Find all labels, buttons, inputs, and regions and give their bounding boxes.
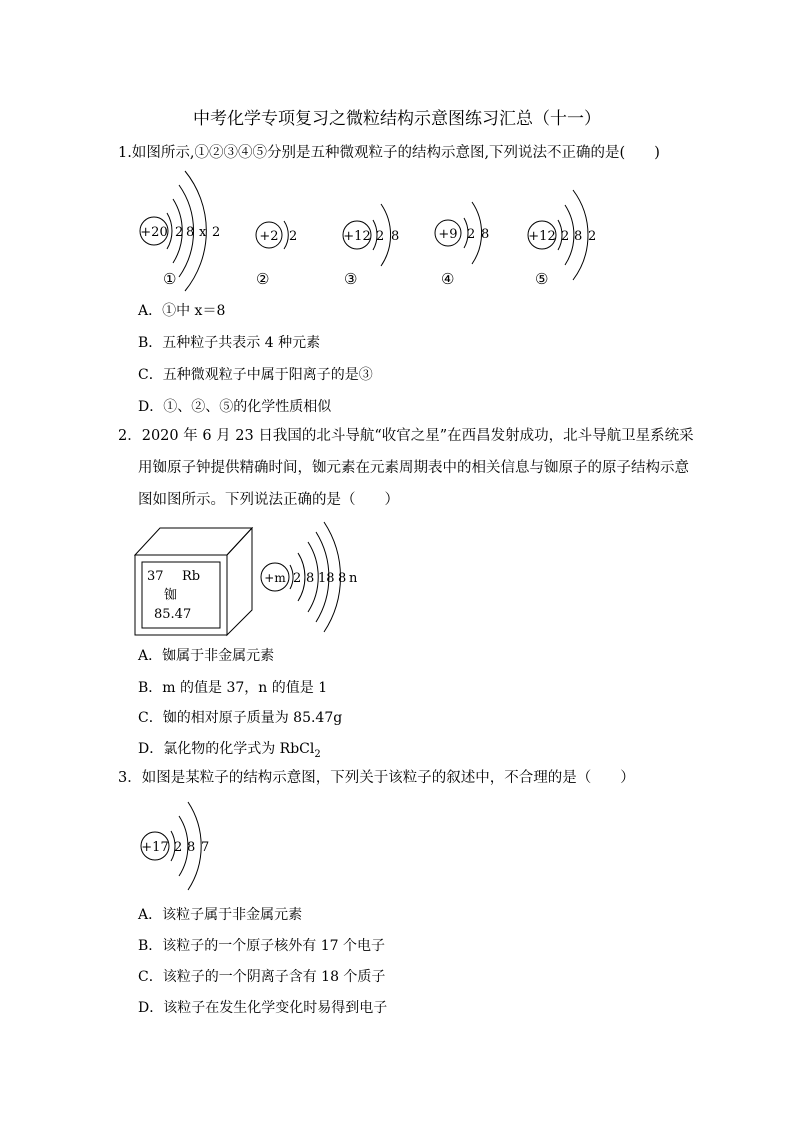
- shell-electrons: 18: [318, 571, 335, 586]
- q2-option-d-text: D．氯化物的化学式为 RbCl: [138, 741, 315, 757]
- rubidium-atom-diagram: [258, 520, 368, 634]
- element-name: 铷: [164, 588, 178, 603]
- atom-label-2: ②: [256, 270, 270, 288]
- q2-option-d-subscript: 2: [314, 748, 321, 760]
- shell-electrons: 8: [338, 571, 347, 586]
- atom-diagram-3: [340, 198, 410, 272]
- question-2-line-1: 2．2020 年 6 月 23 日我国的北斗导航“收官之星”在西昌发射成功，北斗导航卫星系统采: [118, 428, 694, 444]
- nucleus-charge: +12: [343, 229, 371, 244]
- q1-option-a: A．①中 x＝8: [138, 303, 226, 319]
- nucleus-charge: +9: [438, 227, 458, 242]
- shell-electrons: 2: [467, 227, 476, 242]
- shell-electrons: n: [349, 571, 358, 586]
- q3-option-b: B．该粒子的一个原子核外有 17 个电子: [138, 938, 386, 954]
- page-title: 中考化学专项复习之微粒结构示意图练习汇总（十一）: [193, 109, 601, 129]
- q1-option-d: D．①、②、⑤的化学性质相似: [138, 399, 332, 415]
- shell-electrons: 2: [289, 229, 298, 244]
- nucleus-charge: +2: [259, 229, 279, 244]
- atom-label-4: ④: [441, 270, 455, 288]
- q2-option-d: [138, 738, 321, 760]
- element-symbol: Rb: [182, 569, 201, 584]
- q1-option-b: B．五种粒子共表示 4 种元素: [138, 335, 321, 351]
- atom-diagram-4: [432, 196, 502, 270]
- shell-electrons: 2: [293, 571, 302, 586]
- nucleus-charge: +m: [264, 571, 286, 585]
- q2-option-a: A．铷属于非金属元素: [138, 648, 275, 664]
- q3-option-c: C．该粒子的一个阴离子含有 18 个质子: [138, 969, 386, 985]
- question-2-line-3: 图如图所示。下列说法正确的是（ ）: [138, 492, 399, 508]
- question-2-line-2: 用铷原子钟提供精确时间，铷元素在元素周期表中的相关信息与铷原子的原子结构示意: [138, 460, 689, 476]
- shell-electrons: 2: [212, 225, 221, 240]
- atom-diagram-2: [250, 215, 300, 255]
- q1-option-c: C．五种微观粒子中属于阳离子的是③: [138, 367, 373, 383]
- shell-electrons: 7: [201, 840, 210, 855]
- atom-label-3: ③: [344, 270, 358, 288]
- atom-label-5: ⑤: [535, 270, 549, 288]
- nucleus-charge: +12: [528, 229, 556, 244]
- shell-electrons: 2: [561, 229, 570, 244]
- shell-electrons: 8: [574, 229, 583, 244]
- shell-electrons: 8: [481, 227, 490, 242]
- shell-electrons: 8: [186, 225, 195, 240]
- shell-electrons: 2: [174, 840, 183, 855]
- shell-electrons: 8: [187, 840, 196, 855]
- question-3-text: 3．如图是某粒子的结构示意图，下列关于该粒子的叙述中，不合理的是（ ）: [118, 770, 635, 786]
- atom-diagram-1: [135, 165, 230, 295]
- q3-option-d: D．该粒子在发生化学变化时易得到电子: [138, 1000, 388, 1016]
- periodic-table-cell: [134, 527, 254, 637]
- shell-electrons: 8: [391, 229, 400, 244]
- q2-option-b: B．m 的值是 37，n 的值是 1: [138, 680, 328, 696]
- question-1-text: 1.如图所示,①②③④⑤分别是五种微观粒子的结构示意图,下列说法不正确的是( ): [118, 145, 660, 161]
- shell-electrons: 2: [175, 225, 184, 240]
- shell-electrons: 8: [306, 571, 315, 586]
- shell-electrons: 2: [376, 229, 385, 244]
- q3-option-a: A．该粒子属于非金属元素: [138, 907, 303, 923]
- chlorine-atom-diagram: [138, 798, 218, 894]
- atom-label-1: ①: [163, 270, 177, 288]
- shell-electrons: x: [199, 225, 207, 240]
- q2-option-c: C．铷的相对原子质量为 85.47g: [138, 710, 343, 726]
- shell-electrons: 2: [588, 229, 597, 244]
- relative-atomic-mass: 85.47: [154, 607, 192, 622]
- nucleus-charge: +20: [140, 225, 168, 240]
- nucleus-charge: +17: [141, 840, 169, 855]
- atomic-number: 37: [147, 569, 164, 584]
